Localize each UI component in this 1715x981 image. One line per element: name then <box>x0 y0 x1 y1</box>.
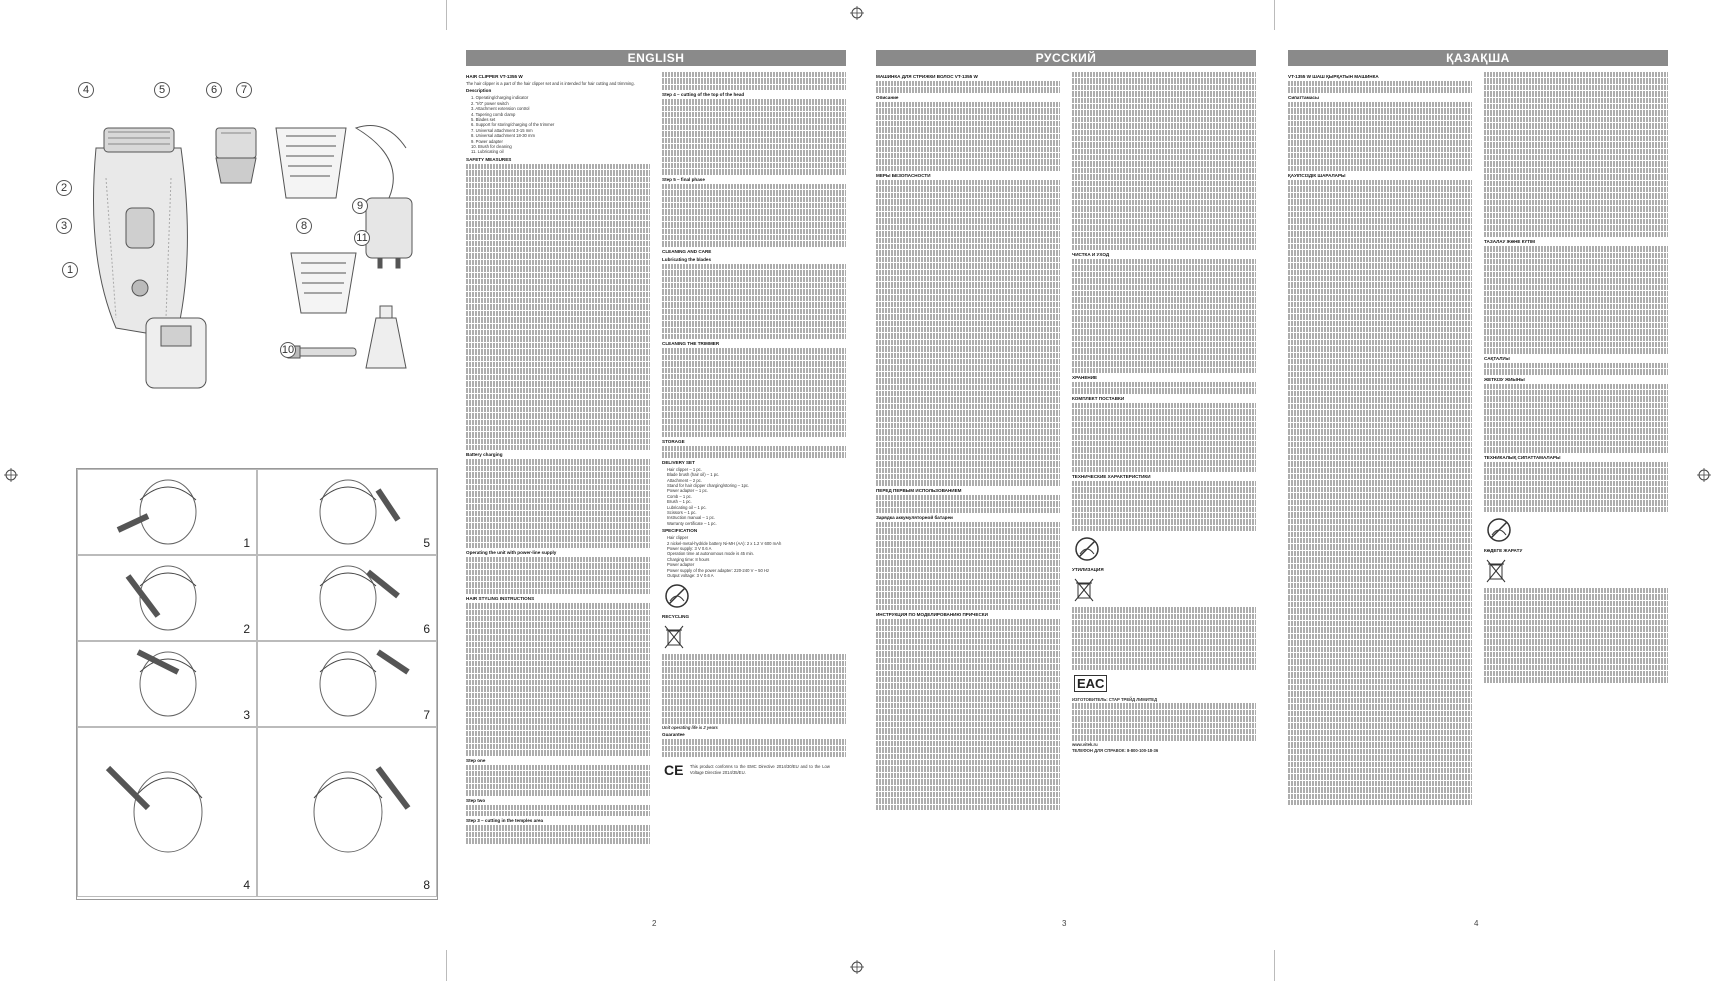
operating-heading: Operating the unit with power-line supply <box>466 549 557 555</box>
spec-heading: ТЕХНИЧЕСКИЕ ХАРАКТЕРИСТИКИ <box>1072 474 1151 480</box>
storage-heading: STORAGE <box>662 438 685 444</box>
description-item: 4. Tapering comb clamp <box>471 111 516 117</box>
manufacturer-text: ИЗГОТОВИТЕЛЬ: СТАР ТРЕЙД ЛИМИТЕД <box>1072 697 1158 703</box>
head-illustration <box>78 556 256 640</box>
description-item: 2. "I/0" power switch <box>471 100 509 106</box>
kazakh-column-right <box>1484 72 1668 932</box>
step-cell-3 <box>77 641 257 727</box>
registration-mark-right <box>1697 468 1711 482</box>
crossed-bin-icon <box>664 625 684 649</box>
universal-attachment-small <box>291 253 356 313</box>
blade-set <box>216 128 256 183</box>
operating-text-block <box>466 557 650 594</box>
styling-heading: HAIR STYLING INSTRUCTIONS <box>466 596 535 602</box>
page-number: 2 <box>652 919 657 928</box>
callout-11: 11 <box>354 230 370 246</box>
russian-column-left <box>876 72 1060 932</box>
clipper-body <box>94 128 188 338</box>
charging-text-block <box>466 459 650 547</box>
step-two-text <box>466 805 650 817</box>
emc-text: This product conforms to the EMC Directive 2014/30/EU and to the Low Voltage Directive 2014/35/EU. <box>689 764 830 775</box>
step-three-heading: Step 3 – cutting in the temples area <box>466 818 544 824</box>
safety-text-block <box>1288 180 1472 499</box>
recycling-text <box>662 654 846 723</box>
step-number: 6 <box>423 622 430 636</box>
haircut-steps-grid <box>76 468 438 900</box>
callout-10: 10 <box>281 344 295 356</box>
step-four-heading: Step 4 – cutting of the top of the head <box>662 92 745 98</box>
description-item: 7. Universal attachment 3-15 mm <box>471 127 533 133</box>
lubricating-heading: Lubricating the blades <box>662 256 712 262</box>
support-stand <box>146 318 206 388</box>
step-number: 4 <box>243 878 250 892</box>
delivery-item: Comb – 1 pc. <box>667 493 692 499</box>
model-heading: МАШИНКА ДЛЯ СТРИЖКИ ВОЛОС VT-1355 W <box>876 74 978 79</box>
no-water-icon <box>1486 517 1512 543</box>
storage-text <box>662 446 846 458</box>
step-five-heading: Step 5 – final phase <box>662 176 705 182</box>
safety-heading: МЕРЫ БЕЗОПАСНОСТИ <box>876 173 931 179</box>
callout-9: 9 <box>352 198 368 214</box>
step-four-text <box>662 99 846 175</box>
head-illustration <box>258 556 436 640</box>
callout-2: 2 <box>56 180 72 196</box>
step-number: 1 <box>243 536 250 550</box>
storage-heading: ХРАНЕНИЕ <box>1072 374 1098 380</box>
operating-life: Unit operating life is 2 years <box>662 724 718 730</box>
spec-item: Hair clipper <box>667 535 689 541</box>
cleaning-heading: CLEANING AND CARE <box>662 248 712 254</box>
before-use-heading: ПЕРЕД ПЕРВЫМ ИСПОЛЬЗОВАНИЕМ <box>876 487 962 493</box>
russian-page <box>876 40 1256 940</box>
callout-6: 6 <box>206 82 222 98</box>
cleaning-text-block <box>1484 246 1668 354</box>
charging-and-styling-text <box>1288 500 1472 806</box>
spec-heading: SPECIFICATION <box>662 528 698 534</box>
english-page <box>466 40 846 940</box>
page-number: 4 <box>1474 919 1479 928</box>
delivery-item: Attachment – 2 pc. <box>667 477 702 483</box>
spec-item: Charging time: 8 hours <box>667 556 710 562</box>
callout-1: 1 <box>62 262 78 278</box>
delivery-item: Warranty certificate – 1 pc. <box>667 520 717 526</box>
no-water-icon <box>1074 536 1100 562</box>
description-item: 5. Blades set <box>471 117 496 123</box>
delivery-item: Power adapter – 1 pc. <box>667 488 708 494</box>
step-cell-8 <box>257 727 437 897</box>
kazakh-page <box>1288 40 1668 940</box>
russian-column-right <box>1072 72 1256 932</box>
recycling-icon-row <box>1072 576 1256 604</box>
head-illustration <box>258 728 436 896</box>
delivery-item: Blade brush (hair oil) – 1 pc. <box>667 472 720 478</box>
recycling-heading: RECYCLING <box>662 614 690 620</box>
recycling-icon-row <box>1484 557 1668 585</box>
page-title-banner: ENGLISH <box>466 50 846 66</box>
head-illustration <box>78 642 256 726</box>
head-illustration <box>78 470 256 554</box>
cleaning-heading: ТАЗАЛАУ ЖӘНЕ КҮТІМ <box>1484 239 1535 245</box>
step-cell-6 <box>257 555 437 641</box>
eac-row <box>1072 673 1256 694</box>
step-number: 8 <box>423 878 430 892</box>
step-number: 3 <box>243 708 250 722</box>
storage-heading: САҚТАЛУЫ <box>1484 355 1510 361</box>
description-item: 6. Support for storing/charging of the trimmer <box>471 122 555 128</box>
callout-3: 3 <box>56 218 72 234</box>
description-list <box>876 102 1060 171</box>
delivery-item: Instruction manual – 1 pc. <box>667 515 715 521</box>
intro-text: The hair clipper is a part of the hair clipper set and is intended for hair cutting and trimming. <box>466 81 635 86</box>
spec-list <box>1072 481 1256 531</box>
universal-attachment-large <box>276 128 346 198</box>
crop-line <box>446 950 447 981</box>
cleaning-trimmer-heading: CLEANING THE TRIMMER <box>662 341 720 347</box>
styling-text-block <box>876 619 1060 810</box>
recycling-heading: УТИЛИЗАЦИЯ <box>1072 567 1104 573</box>
model-heading: VT-1355 W ШАШ ҚЫРҚАТЫН МАШИНКА <box>1288 74 1379 79</box>
safety-heading: ҚАУІПСІЗДІК ШАРАЛАРЫ <box>1288 173 1346 179</box>
safety-text-block <box>876 180 1060 486</box>
spec-item: Power adapter <box>667 562 695 568</box>
eac-mark-icon: EAC <box>1074 675 1107 692</box>
cleaning-heading: ЧИСТКА И УХОД <box>1072 251 1110 257</box>
model-heading: HAIR CLIPPER VT-1355 W <box>466 74 523 79</box>
step-three-text <box>466 825 650 843</box>
spec-item: 2 nickel-metal-hydride battery Ni-MH (AA): 2 x 1.2 V 600 mAh <box>667 540 782 546</box>
delivery-item: Lubricating oil – 1 pc. <box>667 504 707 510</box>
spec-item: Output voltage: 3 V 0.6 A <box>667 573 714 579</box>
website-link[interactable]: www.vitek.ru <box>1072 741 1098 747</box>
spec-item: Operation time at autonomous mode is 45 min. <box>667 551 755 557</box>
delivery-item: Stand for hair clipper charging/storing – 1pc. <box>667 482 750 488</box>
description-item: 8. Universal attachment 18-30 mm <box>471 133 536 139</box>
spec-list <box>1484 462 1668 512</box>
registration-mark-top <box>850 6 864 20</box>
step-cell-1 <box>77 469 257 555</box>
recycling-heading: КӘДЕГЕ ЖАРАТУ <box>1484 548 1523 553</box>
guarantee-heading: Guarantee <box>662 732 685 738</box>
styling-text-block <box>466 603 650 755</box>
charging-heading: Battery charging <box>466 452 503 458</box>
head-illustration <box>258 642 436 726</box>
delivery-item: Hair clipper – 1 pc. <box>667 466 702 472</box>
styling-continued <box>1484 72 1668 237</box>
illustration-page <box>56 40 436 940</box>
description-item: 1. Operating/charging indicator <box>471 95 529 101</box>
charging-text-block <box>876 522 1060 610</box>
recycling-text <box>1484 588 1668 683</box>
description-heading: Описание <box>876 94 899 100</box>
page-title-banner: ҚАЗАҚША <box>1288 50 1668 66</box>
ce-row <box>662 760 846 780</box>
cleaning-text-block <box>1072 259 1256 373</box>
step-cell-4 <box>77 727 257 897</box>
crop-line <box>1274 0 1275 30</box>
callout-8: 8 <box>296 218 312 234</box>
charging-heading: Зарядка аккумуляторной батареи <box>876 515 953 520</box>
step-cell-7 <box>257 641 437 727</box>
registration-mark-bottom <box>850 960 864 974</box>
safety-heading: SAFETY MEASURES <box>466 156 512 162</box>
kazakh-column-left <box>1288 72 1472 932</box>
delivery-item: Scissors – 1 pc. <box>667 509 697 515</box>
cleaning-text <box>662 264 846 340</box>
step-three-continued <box>662 72 846 90</box>
no-bath-warning <box>1484 515 1668 545</box>
no-water-icon <box>664 583 690 609</box>
step-two-heading: Step two <box>466 797 486 803</box>
crop-line <box>446 0 447 30</box>
description-item: 3. Attachment extension control <box>471 106 530 112</box>
page-title-banner: РУССКИЙ <box>876 50 1256 66</box>
registration-mark-left <box>4 468 18 482</box>
step-number: 5 <box>423 536 430 550</box>
head-illustration <box>78 728 256 896</box>
delivery-heading: КОМПЛЕКТ ПОСТАВКИ <box>1072 395 1125 401</box>
cleaning-brush <box>288 346 356 358</box>
english-column-right <box>662 72 846 932</box>
callout-5: 5 <box>154 82 170 98</box>
ce-mark-icon: CE <box>664 762 684 779</box>
english-column-left <box>466 72 650 932</box>
description-list <box>1288 102 1472 171</box>
styling-continued <box>1072 72 1256 250</box>
delivery-item: Brush – 1 pc. <box>667 499 692 505</box>
spec-item: Power supply: 3 V 0.6 A <box>667 545 712 551</box>
product-parts-illustration <box>56 88 436 418</box>
page-number: 3 <box>1062 919 1067 928</box>
delivery-list <box>1072 403 1256 472</box>
description-heading: Сипаттамасы <box>1288 94 1319 100</box>
no-bath-warning <box>1072 534 1256 564</box>
power-adapter <box>356 126 412 269</box>
description-item: 10. Brush for cleaning <box>471 144 512 150</box>
step-one-heading: Step one <box>466 757 486 763</box>
spec-heading: ТЕХНИКАЛЫҚ СИПАТТАМАЛАРЫ <box>1484 454 1561 460</box>
description-item: 9. Power adapter <box>471 138 503 144</box>
step-cell-5 <box>257 469 437 555</box>
no-bath-warning <box>662 581 846 611</box>
description-item: 11. Lubricating oil <box>471 149 504 155</box>
safety-text-block <box>466 164 650 451</box>
step-cell-2 <box>77 555 257 641</box>
step-one-text <box>466 765 650 796</box>
step-number: 2 <box>243 622 250 636</box>
styling-heading: ИНСТРУКЦИЯ ПО МОДЕЛИРОВАНИЮ ПРИЧЕСКИ <box>876 612 988 618</box>
delivery-heading: ЖЕТКІЗУ ЖИЫНЫ <box>1484 376 1525 382</box>
lubricating-oil <box>366 306 406 368</box>
step-number: 7 <box>423 708 430 722</box>
spec-item: Power supply of the power adapter: 220-240 V ~ 50 Hz <box>667 567 770 573</box>
crossed-bin-icon <box>1486 559 1506 583</box>
crossed-bin-icon <box>1074 578 1094 602</box>
guarantee-text <box>662 739 846 757</box>
recycling-icon-row <box>662 623 846 651</box>
head-illustration <box>258 470 436 554</box>
hotline-text: ТЕЛЕФОН ДЛЯ СПРАВОК: 8-800-100-18-36 <box>1072 748 1159 754</box>
recycling-text <box>1072 607 1256 670</box>
crop-line <box>1274 950 1275 981</box>
description-heading: Description <box>466 88 492 94</box>
delivery-list <box>1484 384 1668 453</box>
delivery-heading: DELIVERY SET <box>662 459 695 465</box>
callout-4: 4 <box>78 82 94 98</box>
cleaning-trimmer-text <box>662 348 846 436</box>
callout-7: 7 <box>236 82 252 98</box>
step-five-text <box>662 184 846 247</box>
